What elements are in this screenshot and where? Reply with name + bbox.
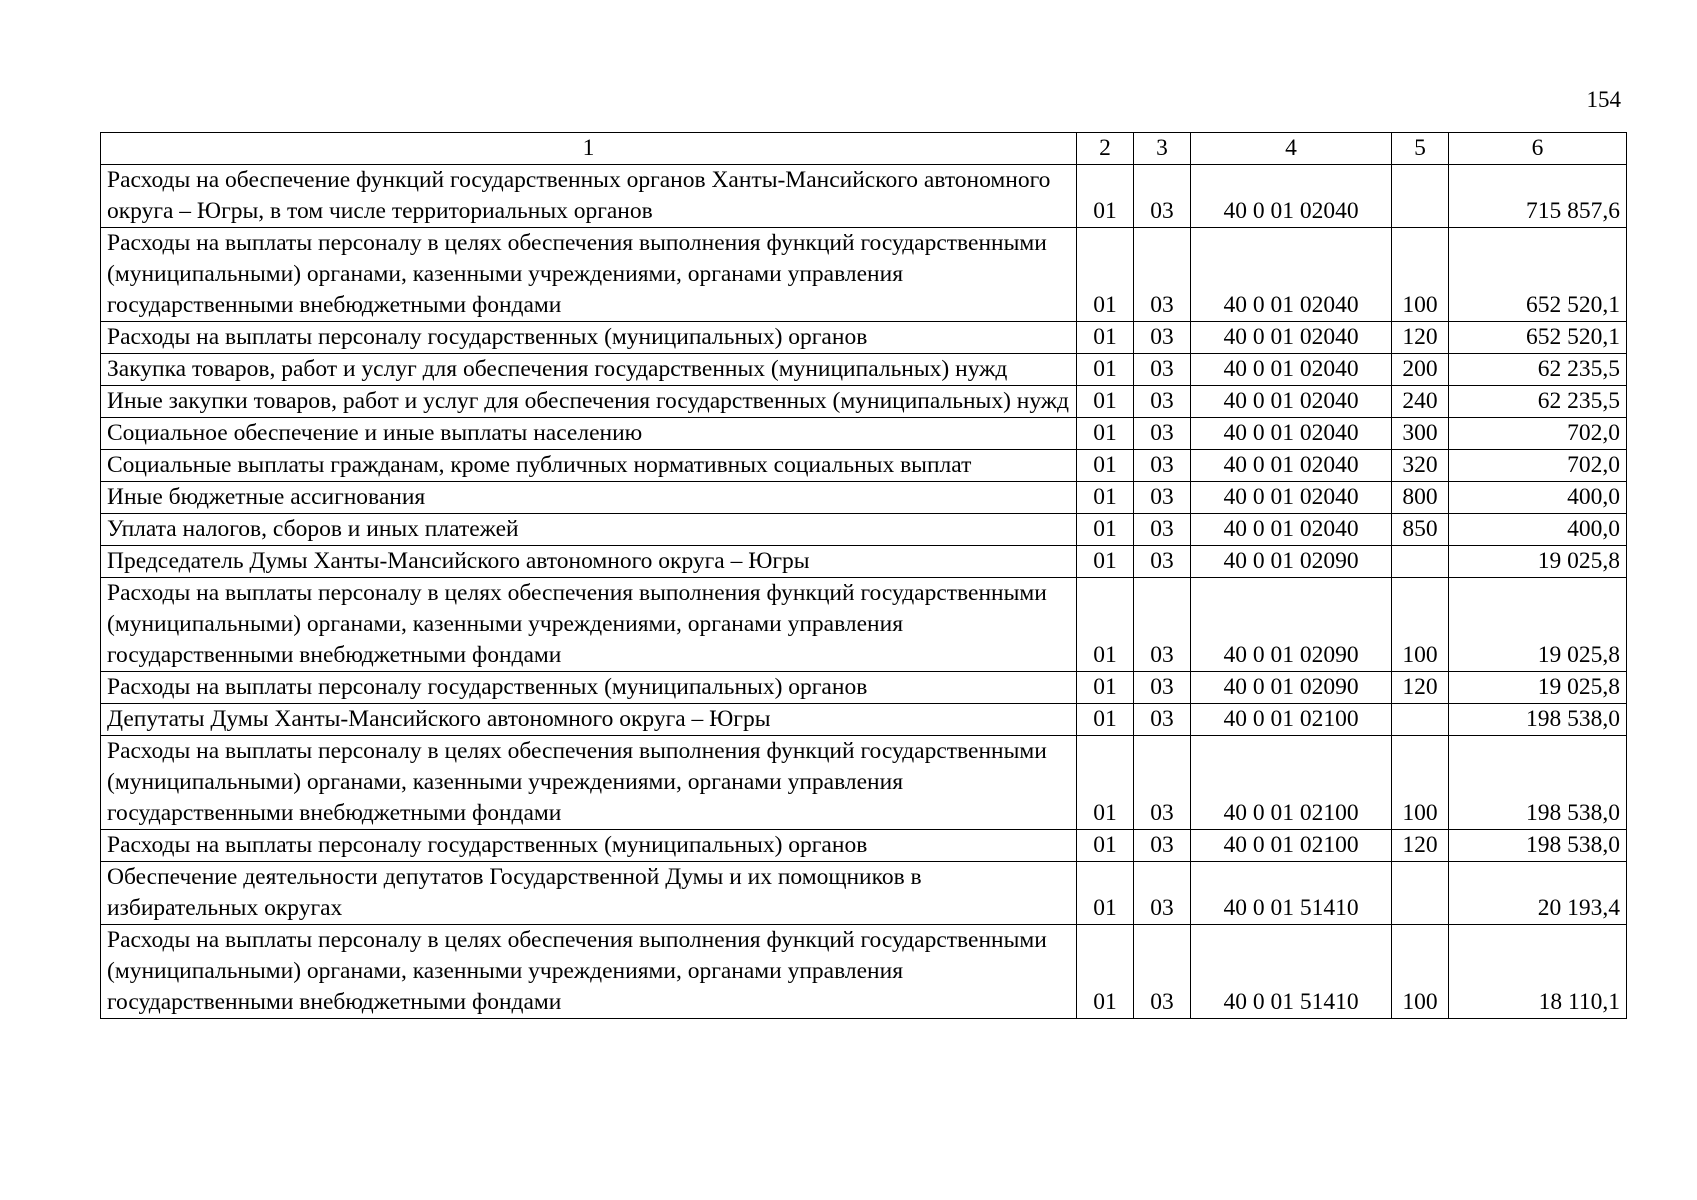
page-number: 154 — [1586, 87, 1621, 112]
table-body — [101, 165, 1627, 1019]
subsection-cell: 03 — [1134, 482, 1191, 514]
table-row — [101, 830, 1627, 862]
row-name-cell: Расходы на обеспечение функций государственных органов Ханты-Мансийского автономного округа – Югры, в том числе территориальных органов — [101, 165, 1077, 228]
table-row — [101, 925, 1627, 1019]
target-article-cell: 40 0 01 02040 — [1191, 354, 1392, 386]
amount-cell: 19 025,8 — [1449, 672, 1627, 704]
amount-cell: 652 520,1 — [1449, 228, 1627, 322]
table-row — [101, 482, 1627, 514]
table-row — [101, 450, 1627, 482]
column-header-3: 3 — [1134, 133, 1191, 165]
target-article-cell: 40 0 01 51410 — [1191, 862, 1392, 925]
amount-cell: 702,0 — [1449, 418, 1627, 450]
table-row — [101, 322, 1627, 354]
row-name-cell: Обеспечение деятельности депутатов Государственной Думы и их помощников в избирательных округах — [101, 862, 1077, 925]
row-name-cell: Закупка товаров, работ и услуг для обеспечения государственных (муниципальных) нужд — [101, 354, 1077, 386]
target-article-cell: 40 0 01 02040 — [1191, 450, 1392, 482]
header-row — [101, 133, 1627, 165]
section-cell: 01 — [1077, 322, 1134, 354]
amount-cell: 198 538,0 — [1449, 830, 1627, 862]
subsection-cell: 03 — [1134, 322, 1191, 354]
expense-kind-cell: 100 — [1392, 228, 1449, 322]
target-article-cell: 40 0 01 02040 — [1191, 514, 1392, 546]
subsection-cell: 03 — [1134, 354, 1191, 386]
column-header-4: 4 — [1191, 133, 1392, 165]
row-name-cell: Расходы на выплаты персоналу в целях обеспечения выполнения функций государственными (муниципальными) органами, казенными учреждениями, органами управления государственными внебюджетными фондами — [101, 925, 1077, 1019]
target-article-cell: 40 0 01 02040 — [1191, 418, 1392, 450]
subsection-cell: 03 — [1134, 546, 1191, 578]
subsection-cell: 03 — [1134, 450, 1191, 482]
subsection-cell: 03 — [1134, 704, 1191, 736]
section-cell: 01 — [1077, 450, 1134, 482]
section-cell: 01 — [1077, 925, 1134, 1019]
row-name-cell: Председатель Думы Ханты-Мансийского автономного округа – Югры — [101, 546, 1077, 578]
row-name-cell: Расходы на выплаты персоналу в целях обеспечения выполнения функций государственными (муниципальными) органами, казенными учреждениями, органами управления государственными внебюджетными фондами — [101, 736, 1077, 830]
expense-kind-cell: 120 — [1392, 322, 1449, 354]
expense-kind-cell — [1392, 546, 1449, 578]
amount-cell: 652 520,1 — [1449, 322, 1627, 354]
section-cell: 01 — [1077, 862, 1134, 925]
section-cell: 01 — [1077, 228, 1134, 322]
table-row — [101, 546, 1627, 578]
section-cell: 01 — [1077, 736, 1134, 830]
row-name-cell: Уплата налогов, сборов и иных платежей — [101, 514, 1077, 546]
expense-kind-cell: 120 — [1392, 672, 1449, 704]
target-article-cell: 40 0 01 02090 — [1191, 672, 1392, 704]
expense-kind-cell: 100 — [1392, 925, 1449, 1019]
expense-kind-cell: 300 — [1392, 418, 1449, 450]
row-name-cell: Социальные выплаты гражданам, кроме публичных нормативных социальных выплат — [101, 450, 1077, 482]
subsection-cell: 03 — [1134, 578, 1191, 672]
subsection-cell: 03 — [1134, 672, 1191, 704]
section-cell: 01 — [1077, 514, 1134, 546]
subsection-cell: 03 — [1134, 830, 1191, 862]
expense-kind-cell: 850 — [1392, 514, 1449, 546]
budget-table — [100, 132, 1627, 1019]
amount-cell: 20 193,4 — [1449, 862, 1627, 925]
expense-kind-cell: 100 — [1392, 736, 1449, 830]
section-cell: 01 — [1077, 165, 1134, 228]
row-name-cell: Социальное обеспечение и иные выплаты населению — [101, 418, 1077, 450]
target-article-cell: 40 0 01 02100 — [1191, 830, 1392, 862]
expense-kind-cell — [1392, 165, 1449, 228]
amount-cell: 62 235,5 — [1449, 354, 1627, 386]
target-article-cell: 40 0 01 02100 — [1191, 736, 1392, 830]
column-header-1: 1 — [101, 133, 1077, 165]
subsection-cell: 03 — [1134, 418, 1191, 450]
row-name-cell: Расходы на выплаты персоналу в целях обеспечения выполнения функций государственными (муниципальными) органами, казенными учреждениями, органами управления государственными внебюджетными фондами — [101, 578, 1077, 672]
amount-cell: 702,0 — [1449, 450, 1627, 482]
target-article-cell: 40 0 01 02040 — [1191, 386, 1392, 418]
amount-cell: 198 538,0 — [1449, 704, 1627, 736]
amount-cell: 18 110,1 — [1449, 925, 1627, 1019]
row-name-cell: Депутаты Думы Ханты-Мансийского автономного округа – Югры — [101, 704, 1077, 736]
table-row — [101, 514, 1627, 546]
amount-cell: 400,0 — [1449, 514, 1627, 546]
target-article-cell: 40 0 01 02090 — [1191, 578, 1392, 672]
target-article-cell: 40 0 01 51410 — [1191, 925, 1392, 1019]
section-cell: 01 — [1077, 418, 1134, 450]
table-row — [101, 354, 1627, 386]
column-header-2: 2 — [1077, 133, 1134, 165]
subsection-cell: 03 — [1134, 736, 1191, 830]
section-cell: 01 — [1077, 672, 1134, 704]
table-row — [101, 704, 1627, 736]
subsection-cell: 03 — [1134, 386, 1191, 418]
row-name-cell: Расходы на выплаты персоналу государственных (муниципальных) органов — [101, 322, 1077, 354]
expense-kind-cell: 800 — [1392, 482, 1449, 514]
table-row — [101, 165, 1627, 228]
row-name-cell: Иные бюджетные ассигнования — [101, 482, 1077, 514]
table-row — [101, 228, 1627, 322]
expense-kind-cell — [1392, 862, 1449, 925]
table-row — [101, 418, 1627, 450]
amount-cell: 715 857,6 — [1449, 165, 1627, 228]
target-article-cell: 40 0 01 02040 — [1191, 482, 1392, 514]
column-header-5: 5 — [1392, 133, 1449, 165]
target-article-cell: 40 0 01 02040 — [1191, 228, 1392, 322]
amount-cell: 19 025,8 — [1449, 546, 1627, 578]
target-article-cell: 40 0 01 02040 — [1191, 322, 1392, 354]
amount-cell: 400,0 — [1449, 482, 1627, 514]
expense-kind-cell — [1392, 704, 1449, 736]
subsection-cell: 03 — [1134, 925, 1191, 1019]
table-row — [101, 736, 1627, 830]
expense-kind-cell: 200 — [1392, 354, 1449, 386]
expense-kind-cell: 320 — [1392, 450, 1449, 482]
expense-kind-cell: 120 — [1392, 830, 1449, 862]
row-name-cell: Расходы на выплаты персоналу государственных (муниципальных) органов — [101, 830, 1077, 862]
section-cell: 01 — [1077, 546, 1134, 578]
subsection-cell: 03 — [1134, 165, 1191, 228]
section-cell: 01 — [1077, 578, 1134, 672]
row-name-cell: Иные закупки товаров, работ и услуг для обеспечения государственных (муниципальных) нужд — [101, 386, 1077, 418]
table-row — [101, 578, 1627, 672]
table-row — [101, 386, 1627, 418]
target-article-cell: 40 0 01 02090 — [1191, 546, 1392, 578]
subsection-cell: 03 — [1134, 514, 1191, 546]
section-cell: 01 — [1077, 704, 1134, 736]
subsection-cell: 03 — [1134, 228, 1191, 322]
amount-cell: 19 025,8 — [1449, 578, 1627, 672]
amount-cell: 62 235,5 — [1449, 386, 1627, 418]
row-name-cell: Расходы на выплаты персоналу в целях обеспечения выполнения функций государственными (муниципальными) органами, казенными учреждениями, органами управления государственными внебюджетными фондами — [101, 228, 1077, 322]
section-cell: 01 — [1077, 830, 1134, 862]
section-cell: 01 — [1077, 482, 1134, 514]
expense-kind-cell: 240 — [1392, 386, 1449, 418]
subsection-cell: 03 — [1134, 862, 1191, 925]
section-cell: 01 — [1077, 354, 1134, 386]
row-name-cell: Расходы на выплаты персоналу государственных (муниципальных) органов — [101, 672, 1077, 704]
table-header — [101, 133, 1627, 165]
amount-cell: 198 538,0 — [1449, 736, 1627, 830]
table-row — [101, 862, 1627, 925]
expense-kind-cell: 100 — [1392, 578, 1449, 672]
column-header-6: 6 — [1449, 133, 1627, 165]
target-article-cell: 40 0 01 02100 — [1191, 704, 1392, 736]
section-cell: 01 — [1077, 386, 1134, 418]
target-article-cell: 40 0 01 02040 — [1191, 165, 1392, 228]
table-row — [101, 672, 1627, 704]
